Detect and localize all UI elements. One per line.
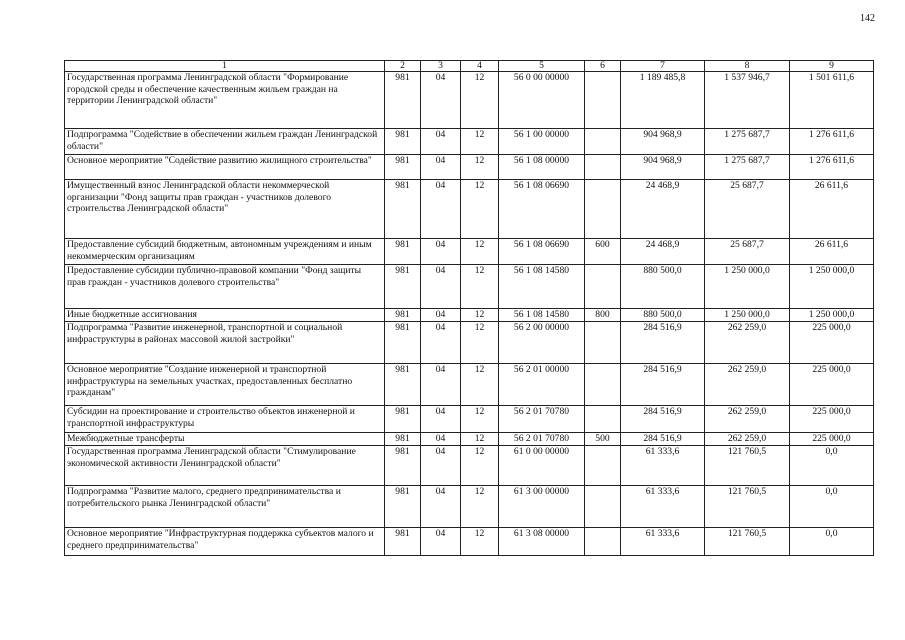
cell-amount-2: 25 687,7: [705, 180, 790, 239]
row-name: Государственная программа Ленинградской области "Стимулирование экономической активности Ленинградской области": [65, 446, 385, 486]
cell-expense-type: [585, 72, 621, 129]
cell-amount-1: 284 516,9: [621, 406, 705, 433]
cell-admin-code: 981: [385, 486, 421, 528]
cell-subsection: 12: [461, 322, 499, 364]
cell-section: 04: [421, 265, 461, 309]
cell-section: 04: [421, 155, 461, 180]
cell-amount-2: 1 275 687,7: [705, 155, 790, 180]
cell-amount-3: 26 611,6: [790, 180, 874, 239]
row-name: Государственная программа Ленинградской области "Формирование городской среды и обеспечение качественным жильем граждан на территории Ленинградской области": [65, 72, 385, 129]
header-cell: 3: [421, 61, 461, 72]
cell-section: 04: [421, 364, 461, 406]
cell-target-article: 56 1 00 00000: [499, 129, 585, 155]
cell-amount-3: 225 000,0: [790, 364, 874, 406]
cell-section: 04: [421, 322, 461, 364]
cell-amount-1: 61 333,6: [621, 528, 705, 556]
cell-target-article: 56 0 00 00000: [499, 72, 585, 129]
cell-amount-1: 284 516,9: [621, 322, 705, 364]
cell-amount-2: 1 275 687,7: [705, 129, 790, 155]
cell-subsection: 12: [461, 239, 499, 265]
cell-expense-type: [585, 155, 621, 180]
cell-subsection: 12: [461, 446, 499, 486]
row-name: Подпрограмма "Развитие инженерной, транспортной и социальной инфраструктуры в районах массовой жилой застройки": [65, 322, 385, 364]
cell-expense-type: [585, 406, 621, 433]
cell-expense-type: [585, 265, 621, 309]
cell-admin-code: 981: [385, 309, 421, 322]
cell-admin-code: 981: [385, 129, 421, 155]
row-name: Предоставление субсидий бюджетным, автономным учреждениям и иным некоммерческим организациям: [65, 239, 385, 265]
budget-table: [64, 60, 874, 556]
cell-amount-2: 262 259,0: [705, 406, 790, 433]
row-name: Имущественный взнос Ленинградской области некоммерческой организации "Фонд защиты прав граждан - участников долевого строительства Ленинградской области": [65, 180, 385, 239]
cell-amount-3: 0,0: [790, 486, 874, 528]
cell-admin-code: 981: [385, 433, 421, 446]
cell-section: 04: [421, 239, 461, 265]
row-name: Подпрограмма "Содействие в обеспечении жильем граждан Ленинградской области": [65, 129, 385, 155]
cell-expense-type: 500: [585, 433, 621, 446]
table-row: [65, 406, 874, 433]
cell-target-article: 56 2 00 00000: [499, 322, 585, 364]
cell-amount-2: 262 259,0: [705, 364, 790, 406]
table-row: [65, 446, 874, 486]
cell-section: 04: [421, 528, 461, 556]
cell-section: 04: [421, 309, 461, 322]
cell-target-article: 56 2 01 70780: [499, 406, 585, 433]
table-row: [65, 180, 874, 239]
cell-amount-2: 1 537 946,7: [705, 72, 790, 129]
header-cell: 5: [499, 61, 585, 72]
cell-target-article: 56 1 08 06690: [499, 239, 585, 265]
header-cell: 7: [621, 61, 705, 72]
cell-amount-1: 1 189 485,8: [621, 72, 705, 129]
cell-amount-2: 1 250 000,0: [705, 309, 790, 322]
row-name: Предоставление субсидии публично-правовой компании "Фонд защиты прав граждан - участников долевого строительства": [65, 265, 385, 309]
cell-expense-type: [585, 486, 621, 528]
table-row: [65, 72, 874, 129]
cell-admin-code: 981: [385, 239, 421, 265]
table-row: [65, 129, 874, 155]
row-name: Основное мероприятие "Содействие развитию жилищного строительства": [65, 155, 385, 180]
cell-amount-3: 225 000,0: [790, 433, 874, 446]
cell-amount-2: 121 760,5: [705, 486, 790, 528]
cell-amount-2: 25 687,7: [705, 239, 790, 265]
cell-subsection: 12: [461, 265, 499, 309]
cell-expense-type: [585, 180, 621, 239]
cell-amount-1: 904 968,9: [621, 155, 705, 180]
cell-amount-1: 24 468,9: [621, 239, 705, 265]
cell-admin-code: 981: [385, 322, 421, 364]
cell-section: 04: [421, 72, 461, 129]
header-cell: 9: [790, 61, 874, 72]
cell-expense-type: [585, 446, 621, 486]
row-name: Подпрограмма "Развитие малого, среднего предпринимательства и потребительского рынка Ленинградской области": [65, 486, 385, 528]
header-cell: 6: [585, 61, 621, 72]
cell-amount-1: 284 516,9: [621, 433, 705, 446]
header-cell: 1: [65, 61, 385, 72]
cell-amount-1: 61 333,6: [621, 446, 705, 486]
cell-subsection: 12: [461, 364, 499, 406]
cell-target-article: 56 2 01 00000: [499, 364, 585, 406]
cell-amount-2: 262 259,0: [705, 322, 790, 364]
cell-amount-2: 121 760,5: [705, 446, 790, 486]
header-cell: 4: [461, 61, 499, 72]
cell-section: 04: [421, 486, 461, 528]
cell-amount-2: 121 760,5: [705, 528, 790, 556]
page-number: 142: [860, 13, 875, 24]
cell-subsection: 12: [461, 528, 499, 556]
cell-amount-1: 24 468,9: [621, 180, 705, 239]
cell-amount-2: 262 259,0: [705, 433, 790, 446]
cell-target-article: 56 1 08 06690: [499, 180, 585, 239]
cell-target-article: 61 0 00 00000: [499, 446, 585, 486]
cell-subsection: 12: [461, 155, 499, 180]
cell-admin-code: 981: [385, 72, 421, 129]
cell-section: 04: [421, 433, 461, 446]
cell-amount-1: 284 516,9: [621, 364, 705, 406]
cell-amount-3: 0,0: [790, 528, 874, 556]
table-row: [65, 322, 874, 364]
cell-target-article: 56 1 08 14580: [499, 265, 585, 309]
row-name: Основное мероприятие "Инфраструктурная поддержка субъектов малого и среднего предпринимательства": [65, 528, 385, 556]
cell-amount-3: 26 611,6: [790, 239, 874, 265]
cell-expense-type: 800: [585, 309, 621, 322]
cell-target-article: 56 1 08 00000: [499, 155, 585, 180]
cell-amount-1: 61 333,6: [621, 486, 705, 528]
cell-subsection: 12: [461, 406, 499, 433]
cell-target-article: 56 2 01 70780: [499, 433, 585, 446]
cell-admin-code: 981: [385, 180, 421, 239]
row-name: Субсидии на проектирование и строительство объектов инженерной и транспортной инфраструктуры: [65, 406, 385, 433]
cell-subsection: 12: [461, 180, 499, 239]
cell-section: 04: [421, 406, 461, 433]
table-row: [65, 364, 874, 406]
cell-target-article: 61 3 08 00000: [499, 528, 585, 556]
cell-expense-type: [585, 129, 621, 155]
cell-target-article: 56 1 08 14580: [499, 309, 585, 322]
table-row: [65, 155, 874, 180]
row-name: Основное мероприятие "Создание инженерной и транспортной инфраструктуры на земельных участках, предоставленных бесплатно гражданам": [65, 364, 385, 406]
cell-amount-3: 1 276 611,6: [790, 129, 874, 155]
cell-amount-3: 1 501 611,6: [790, 72, 874, 129]
cell-amount-3: 225 000,0: [790, 406, 874, 433]
cell-subsection: 12: [461, 433, 499, 446]
table-row: [65, 265, 874, 309]
cell-expense-type: [585, 322, 621, 364]
cell-subsection: 12: [461, 72, 499, 129]
cell-section: 04: [421, 129, 461, 155]
cell-admin-code: 981: [385, 155, 421, 180]
cell-admin-code: 981: [385, 446, 421, 486]
cell-amount-1: 880 500,0: [621, 265, 705, 309]
cell-amount-3: 1 250 000,0: [790, 265, 874, 309]
header-cell: 8: [705, 61, 790, 72]
cell-expense-type: 600: [585, 239, 621, 265]
table-row: [65, 486, 874, 528]
row-name: Межбюджетные трансферты: [65, 433, 385, 446]
cell-expense-type: [585, 528, 621, 556]
cell-admin-code: 981: [385, 265, 421, 309]
cell-expense-type: [585, 364, 621, 406]
table-row: [65, 309, 874, 322]
header-row: [65, 61, 874, 72]
cell-target-article: 61 3 00 00000: [499, 486, 585, 528]
cell-admin-code: 981: [385, 528, 421, 556]
cell-section: 04: [421, 180, 461, 239]
cell-subsection: 12: [461, 486, 499, 528]
row-name: Иные бюджетные ассигнования: [65, 309, 385, 322]
cell-amount-1: 904 968,9: [621, 129, 705, 155]
table-row: [65, 433, 874, 446]
header-cell: 2: [385, 61, 421, 72]
cell-admin-code: 981: [385, 406, 421, 433]
cell-amount-3: 0,0: [790, 446, 874, 486]
cell-admin-code: 981: [385, 364, 421, 406]
cell-section: 04: [421, 446, 461, 486]
table-row: [65, 528, 874, 556]
cell-subsection: 12: [461, 309, 499, 322]
cell-amount-3: 1 250 000,0: [790, 309, 874, 322]
cell-amount-1: 880 500,0: [621, 309, 705, 322]
cell-amount-3: 1 276 611,6: [790, 155, 874, 180]
cell-amount-3: 225 000,0: [790, 322, 874, 364]
cell-amount-2: 1 250 000,0: [705, 265, 790, 309]
table-row: [65, 239, 874, 265]
cell-subsection: 12: [461, 129, 499, 155]
